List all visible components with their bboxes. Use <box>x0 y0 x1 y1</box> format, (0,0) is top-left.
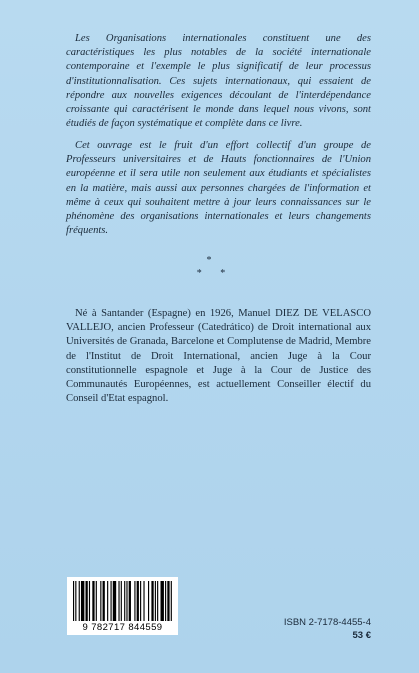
barcode <box>67 577 178 635</box>
barcode-digits: 9 782717 844559 <box>82 622 163 633</box>
separator-asterisk-bottom: * * <box>196 268 227 279</box>
description-paragraph-2: Cet ouvrage est le fruit d'un effort collectif d'un groupe de Professeurs universitaires et de Hauts fonctionnaires de l'Union européenne et il sera utile non seulement aux étudiants et spécialistes en la matière, mais aussi aux personnes chargées de l'information et même à ceux qui souhaitent mettre à jour leurs connaissances sur le phénomène des organisations internationales et leurs changements fréquents. <box>66 140 371 237</box>
isbn-number: ISBN 2-7178-4455-4 <box>283 617 371 628</box>
author-biography: Né à Santander (Espagne) en 1926, Manuel DIEZ DE VELASCO VALLEJO, ancien Professeur (Catedrático) de Droit international aux Universités de Granada, Barcelone et Complutense de Madrid, Membre de l'Institut de Droit International, ancien Juge à la Cour constitutionnelle espagnole et Juge à la Cour de Justice des Communautés Européennes, est actuellement Conseiller électif du Conseil d'Etat espagnol. <box>66 308 371 405</box>
price: 53 € <box>352 630 371 641</box>
barcode-bars <box>73 581 173 621</box>
description-paragraph-1: Les Organisations internationales constituent une des caractéristiques les plus notables de la société internationale contemporaine et l'exemple le plus significatif de leur processus d'institutionnalisation. Ces sujets internationaux, qui essaient de répondre aux nouvelles exigences découlant de l'interdépendance croissante qui caractérisent le monde dans lequel nous vivons, sont étudiés de façon systématique et complète dans ce livre. <box>66 33 371 130</box>
separator-asterisk-top: * <box>206 255 213 266</box>
